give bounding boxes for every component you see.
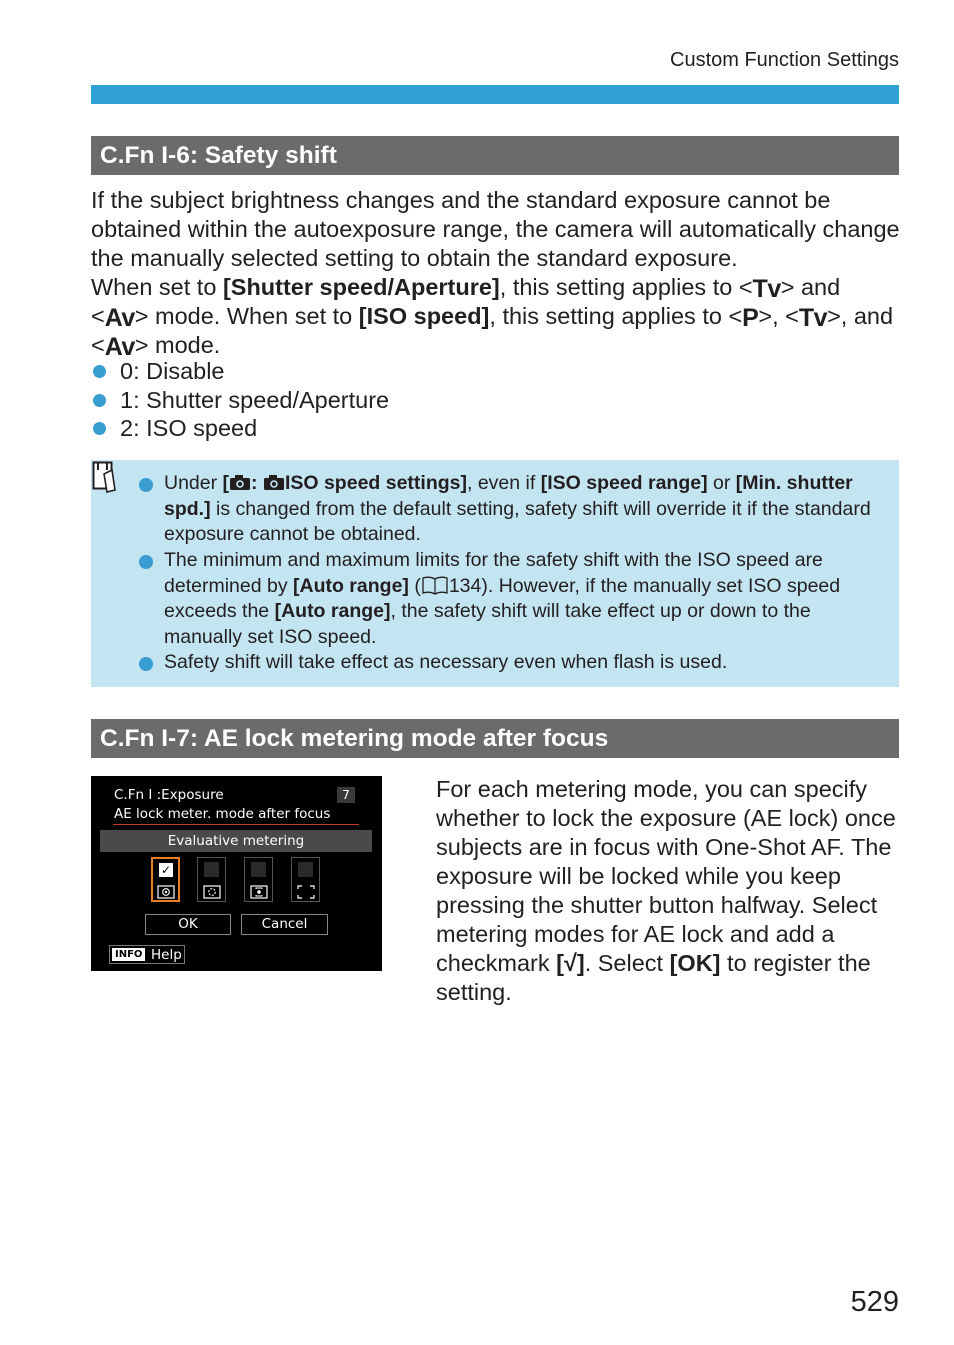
title-underline [113,824,359,825]
section7-description: For each metering mode, you can specify whether to lock the exposure (AE lock) once subjects are in focus with One-Shot AF. The exposure will be locked while you keep pressing the shutter button halfway. Select metering modes for AE lock and add a checkmark [√]. Select [OK] to register the setting. [436,776,896,1005]
tv-mode-icon: Tv [798,304,828,332]
center-weighted-metering-option[interactable] [291,857,320,902]
ok-button[interactable]: OK [145,914,231,935]
book-page-icon [421,575,449,595]
mode-paragraph: When set to [Shutter speed/Aperture], this setting applies to <Tv> and <Av> mode. When set to [ISO speed], this setting applies to <P>, <Tv>, and <Av> mode. [91,274,894,361]
note-box [91,460,899,687]
cancel-button[interactable]: Cancel [241,914,328,935]
center-weighted-metering-icon [297,885,315,899]
note-item: The minimum and maximum limits for the safety shift with the ISO speed are determined by [Auto range] ( 134). However, if the manually set ISO speed exceeds the [Auto range], the safety shift will take effect up or down to the manually set ISO speed. [164,548,889,651]
page-indicator: 7 [337,787,355,803]
option-item: 0: Disable [91,357,225,386]
section-heading-safety-shift: C.Fn I-6: Safety shift [91,136,899,175]
camera-icon [263,474,285,491]
option-item: 2: ISO speed [91,414,257,443]
help-hint [109,945,185,964]
camera-menu-screen [91,776,382,971]
partial-metering-icon [203,885,221,899]
bullet-icon [93,422,106,435]
bullet-icon [139,657,153,671]
intro-paragraph: If the subject brightness changes and the standard exposure cannot be obtained within the autoexposure range, the camera will automatically change the manually selected setting to obtain the standard exposure. [91,187,900,271]
note-item: Safety shift will take effect as necessary even when flash is used. [164,650,889,676]
info-button-label: INFO [112,948,145,961]
section6-body [91,186,901,360]
note-item: Under [ : ISO speed settings], even if [ISO speed range] or [Min. shutter spd.] is changed from the default setting, safety shift will override it if the standard exposure cannot be obtained. [164,471,889,548]
evaluative-metering-option[interactable] [151,857,180,902]
p-mode-icon: P [742,304,759,332]
bullet-icon [93,365,106,378]
selected-metering-label: Evaluative metering [100,830,372,852]
option-item: 1: Shutter speed/Aperture [91,386,389,415]
section-heading-ae-lock: C.Fn I-7: AE lock metering mode after focus [91,719,899,758]
screen-title: C.Fn I :Exposure [114,787,224,803]
checkmark-glyph: √ [563,950,577,976]
bullet-icon [139,478,153,492]
evaluative-metering-icon [157,885,175,899]
help-label: Help [151,947,182,963]
header-rule [91,85,899,104]
running-header: Custom Function Settings [670,49,899,71]
av-mode-icon: Av [104,333,135,361]
bullet-icon [139,555,153,569]
screen-subtitle: AE lock meter. mode after focus [114,806,331,822]
memo-note-icon [91,460,117,494]
spot-metering-option[interactable] [244,857,273,902]
empty-checkbox [298,862,313,877]
checkmark-icon: ✓ [160,863,172,877]
page-number: 529 [850,1286,899,1318]
empty-checkbox [251,862,266,877]
spot-metering-icon [250,885,268,899]
av-mode-icon: Av [104,304,135,332]
empty-checkbox [204,862,219,877]
camera-icon [229,474,251,491]
bullet-icon [93,394,106,407]
partial-metering-option[interactable] [197,857,226,902]
tv-mode-icon: Tv [752,275,781,303]
